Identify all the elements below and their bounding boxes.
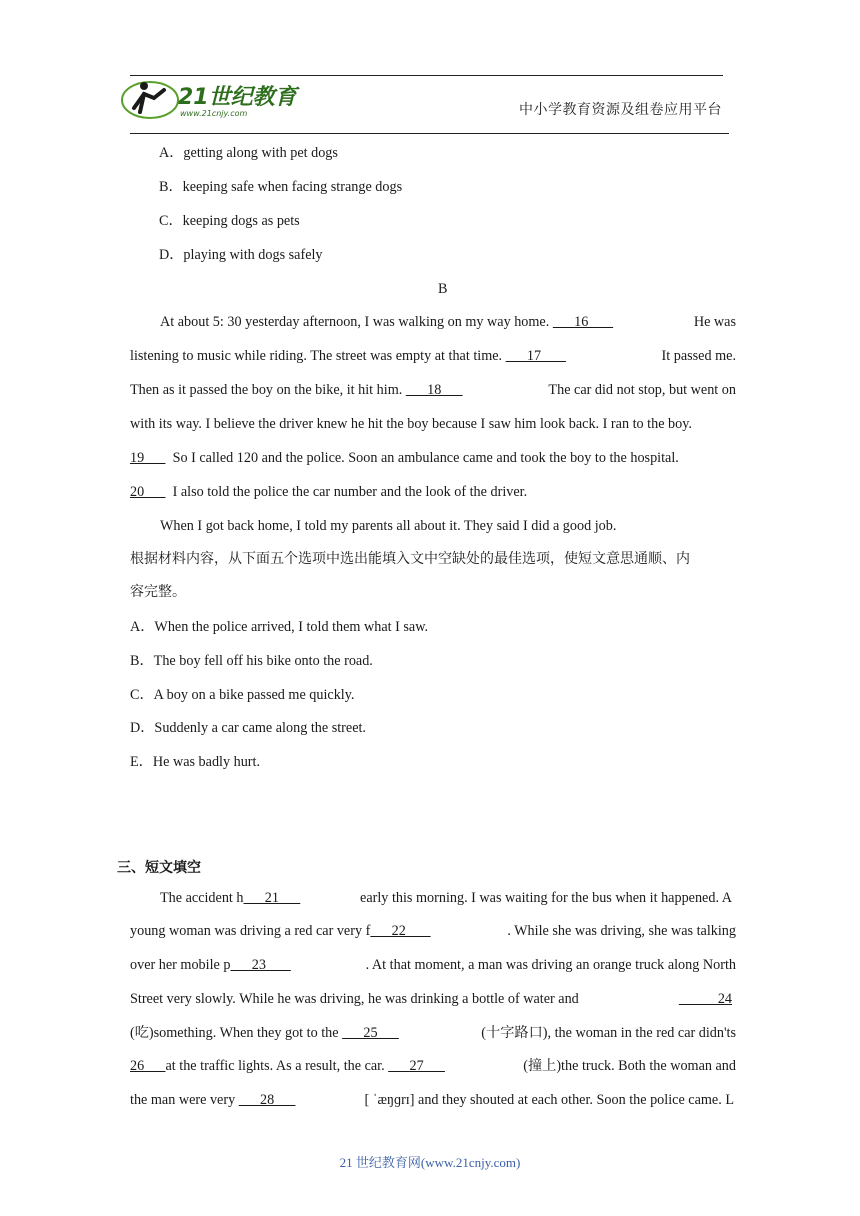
- blank-24[interactable]: 24: [678, 991, 732, 1007]
- option-c: C．keeping dogs as pets: [159, 213, 300, 229]
- instruction-line: 根据材料内容，从下面五个选项中选出能填入文中空缺处的最佳选项，使短文意思通顺、内: [130, 551, 690, 567]
- blank-20[interactable]: 20: [130, 484, 166, 500]
- blank-28[interactable]: 28: [238, 1092, 296, 1108]
- option-b: B．The boy fell off his bike onto the road.: [130, 653, 373, 669]
- passage-line: 19 So I called 120 and the police. Soon an ambulance came and took the boy to the hospital.: [130, 450, 679, 466]
- blank-16[interactable]: 16: [552, 314, 614, 330]
- option-c: C．A boy on a bike passed me quickly.: [130, 687, 355, 703]
- passage-line: the man were very 28 [ ˈæŋɡrɪ] and they shouted at each other. Soon the police came. L: [130, 1092, 734, 1108]
- passage-line: listening to music while riding. The street was empty at that time. 17 It passed me.: [130, 348, 736, 364]
- svg-text:www.21cnjy.com: www.21cnjy.com: [180, 109, 248, 118]
- section-title: 三、短文填空: [117, 860, 201, 876]
- blank-22[interactable]: 22: [370, 923, 431, 939]
- blank-18[interactable]: 18: [405, 382, 463, 398]
- blank-25[interactable]: 25: [342, 1025, 399, 1041]
- option-d: D．Suddenly a car came along the street.: [130, 720, 366, 736]
- blank-17[interactable]: 17: [505, 348, 566, 364]
- platform-title: 中小学教育资源及组卷应用平台: [519, 102, 722, 118]
- blank-27[interactable]: 27: [388, 1058, 445, 1074]
- option-d: D．playing with dogs safely: [159, 247, 323, 263]
- passage-line: 20 I also told the police the car number and the look of the driver.: [130, 484, 528, 500]
- section-b-label: B: [438, 281, 448, 297]
- passage-line: with its way. I believe the driver knew he hit the boy because I saw him look back. I ran to the boy.: [130, 416, 692, 432]
- passage-line: (吃)something. When they got to the 25 (十字路口), the woman in the red car didn'ts: [130, 1025, 736, 1041]
- option-b: B．keeping safe when facing strange dogs: [159, 179, 403, 195]
- passage-line: 26 at the traffic lights. As a result, the car. 27 (撞上)the truck. Both the woman and: [130, 1058, 736, 1074]
- passage-line: over her mobile p 23 . At that moment, a man was driving an orange truck along North: [130, 957, 736, 973]
- option-a: A．getting along with pet dogs: [159, 145, 338, 161]
- passage-line: When I got back home, I told my parents all about it. They said I did a good job.: [160, 518, 617, 534]
- blank-19[interactable]: 19: [130, 450, 166, 466]
- passage-line: young woman was driving a red car very f 22 . While she was driving, she was talking: [130, 923, 736, 939]
- blank-21[interactable]: 21: [243, 890, 301, 906]
- passage-line: Street very slowly. While he was driving, he was drinking a bottle of water and 24: [130, 991, 732, 1007]
- blank-23[interactable]: 23: [230, 957, 291, 973]
- blank-26[interactable]: 26: [130, 1058, 166, 1074]
- option-e: E．He was badly hurt.: [130, 754, 261, 770]
- passage-line: The accident h 21 early this morning. I was waiting for the bus when it happened. A: [160, 890, 732, 906]
- header-rule-bottom: [130, 133, 729, 134]
- footer-text: 21 世纪教育网(www.21cnjy.com): [339, 1155, 521, 1170]
- passage-line: At about 5: 30 yesterday afternoon, I was walking on my way home. 16 He was: [160, 314, 736, 330]
- svg-text:21世纪教育: 21世纪教育: [178, 85, 297, 110]
- instruction-line: 容完整。: [130, 584, 186, 600]
- passage-line: Then as it passed the boy on the bike, it hit him. 18 The car did not stop, but went on: [130, 382, 736, 398]
- option-a: A．When the police arrived, I told them what I saw.: [130, 619, 429, 635]
- logo-21cnjy: [120, 76, 300, 122]
